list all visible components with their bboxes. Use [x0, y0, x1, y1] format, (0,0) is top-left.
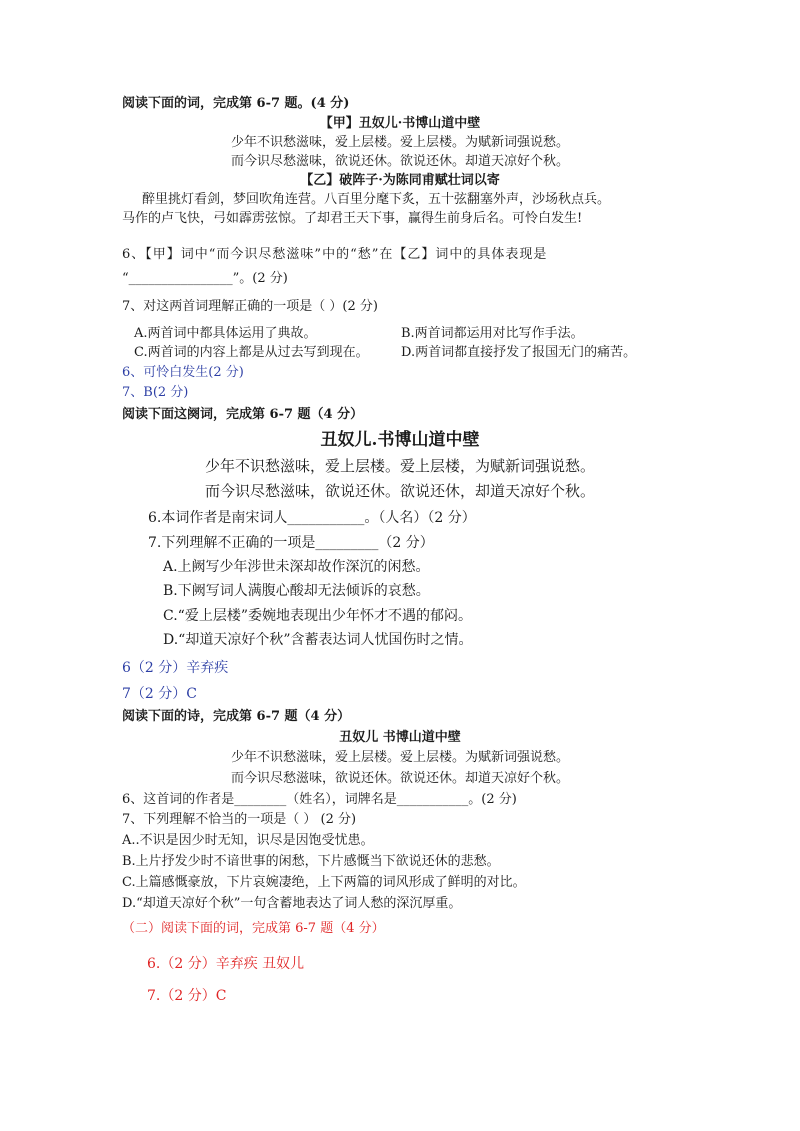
answer-7: 7.（2 分）C	[147, 988, 227, 1004]
section1-heading: 阅读下面的词，完成第 6-7 题。(4 分)	[122, 96, 350, 111]
option-c: C.“爱上层楼”委婉地表现出少年怀才不遇的郁闷。	[163, 608, 472, 624]
question-6: 6.本词作者是南宋词人___________。（人名）（2 分）	[148, 510, 476, 526]
answer-7: 7、B(2 分)	[122, 385, 189, 400]
question-6-blank: “________________”。(2 分)	[122, 271, 288, 286]
question-6: 6、这首词的作者是________（姓名），词牌名是___________。(2 分)	[122, 792, 517, 807]
poem-title: 丑奴儿 书博山道中壁	[339, 730, 461, 745]
option-c: C.两首词的内容上都是从过去写到现在。	[134, 345, 369, 360]
poem-a-title: 【甲】丑奴儿·书博山道中壁	[319, 116, 481, 131]
answer-6: 6.（2 分）辛弃疾 丑奴儿	[147, 956, 305, 972]
option-d: D.“却道天凉好个秋”一句含蓄地表达了词人愁的深沉厚重。	[122, 896, 462, 911]
poem-b-line: 醉里挑灯看剑，梦回吹角连营。八百里分麾下炙，五十弦翻塞外声，沙场秋点兵。	[142, 192, 611, 207]
poem-a-line: 而今识尽愁滋味，欲说还休。欲说还休。却道天凉好个秋。	[230, 154, 569, 169]
question-7: 7.下列理解不正确的一项是_________（2 分）	[148, 535, 434, 551]
poem-line: 而今识尽愁滋味，欲说还休。欲说还休。却道天凉好个秋。	[230, 771, 569, 786]
option-b: B.下阙写词人满腹心酸却无法倾诉的哀愁。	[163, 583, 430, 599]
poem-line: 少年不识愁滋味，爱上层楼。爱上层楼。为赋新词强说愁。	[230, 750, 569, 765]
poem-title: 丑奴儿.书博山道中壁	[320, 430, 480, 450]
option-d: D.两首词都直接抒发了报国无门的痛苦。	[401, 345, 637, 360]
question-6: 6、【甲】词中“而今识尽愁滋味”中的“愁”在【乙】词中的具体表现是	[122, 247, 548, 262]
section2-heading: 阅读下面这阕词，完成第 6-7 题（4 分）	[122, 407, 364, 422]
option-b: B.上片抒发少时不谙世事的闲愁，下片感慨当下欲说还休的悲愁。	[122, 854, 500, 869]
poem-line: 而今识尽愁滋味，欲说还休。欲说还休，却道天凉好个秋。	[204, 482, 595, 500]
question-7: 7、对这两首词理解正确的一项是（ ）(2 分)	[122, 299, 378, 314]
poem-b-title: 【乙】破阵子·为陈同甫赋壮词以寄	[300, 173, 500, 188]
option-c: C.上篇感慨豪放，下片哀婉凄绝，上下两篇的词风形成了鲜明的对比。	[122, 875, 526, 890]
answer-7: 7（2 分）C	[122, 686, 197, 702]
answer-6: 6、可怜白发生(2 分)	[122, 365, 244, 380]
answer-6: 6（2 分）辛弃疾	[122, 660, 229, 676]
option-a: A..不识是因少时无知，识尽是因饱受忧患。	[122, 833, 374, 848]
option-a: A.两首词中都具体运用了典故。	[134, 326, 317, 341]
option-b: B.两首词都运用对比写作手法。	[401, 326, 584, 341]
option-a: A.上阙写少年涉世未深却故作深沉的闲愁。	[163, 559, 430, 575]
poem-b-line: 马作的卢飞快，弓如霹雳弦惊。了却君王天下事，赢得生前身后名。可怜白发生!	[122, 211, 583, 226]
section3-heading: 阅读下面的诗，完成第 6-7 题（4 分）	[122, 709, 351, 724]
section4-heading: （二）阅读下面的词，完成第 6-7 题（4 分）	[122, 921, 385, 936]
question-7: 7、下列理解不恰当的一项是（ ） (2 分)	[122, 812, 357, 827]
option-d: D.“却道天凉好个秋”含蓄表达词人忧国伤时之情。	[163, 632, 473, 648]
poem-line: 少年不识愁滋味，爱上层楼。爱上层楼，为赋新词强说愁。	[204, 457, 595, 475]
poem-a-line: 少年不识愁滋味，爱上层楼。爱上层楼。为赋新词强说愁。	[230, 135, 569, 150]
